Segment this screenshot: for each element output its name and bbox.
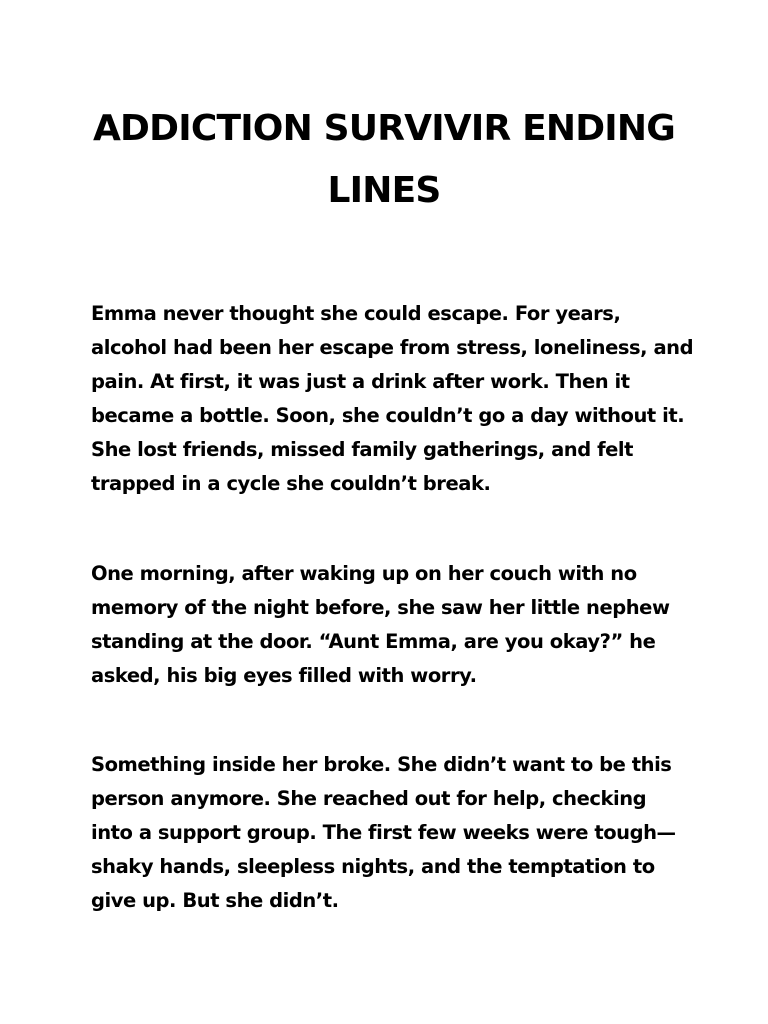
document-title bbox=[60, 98, 708, 222]
title-line: ADDICTION SURVIVIR ENDING bbox=[93, 108, 675, 149]
paragraph bbox=[91, 297, 694, 501]
paragraph-line: shaky hands, sleepless nights, and the temptation to bbox=[91, 855, 655, 878]
paragraph-line: standing at the door. “Aunt Emma, are you okay?” he bbox=[91, 630, 656, 653]
paragraph bbox=[91, 748, 691, 918]
paragraph bbox=[91, 557, 691, 693]
paragraph-line: memory of the night before, she saw her little nephew bbox=[91, 596, 670, 619]
paragraph-line: Something inside her broke. She didn’t want to be this bbox=[91, 753, 672, 776]
paragraph-line: One morning, after waking up on her couch with no bbox=[91, 562, 637, 585]
paragraph-line: She lost friends, missed family gatherings, and felt bbox=[91, 438, 634, 461]
paragraph-line: give up. But she didn’t. bbox=[91, 889, 339, 912]
paragraph-line: alcohol had been her escape from stress, loneliness, and bbox=[91, 336, 694, 359]
paragraph-line: became a bottle. Soon, she couldn’t go a day without it. bbox=[91, 404, 685, 427]
title-line: LINES bbox=[327, 170, 441, 211]
paragraph-line: trapped in a cycle she couldn’t break. bbox=[91, 472, 491, 495]
paragraph-line: person anymore. She reached out for help, checking bbox=[91, 787, 647, 810]
paragraph-line: asked, his big eyes filled with worry. bbox=[91, 664, 477, 687]
paragraph-line: pain. At first, it was just a drink after work. Then it bbox=[91, 370, 630, 393]
paragraph-line: into a support group. The first few weeks were tough— bbox=[91, 821, 676, 844]
paragraph-line: Emma never thought she could escape. For years, bbox=[91, 302, 621, 325]
